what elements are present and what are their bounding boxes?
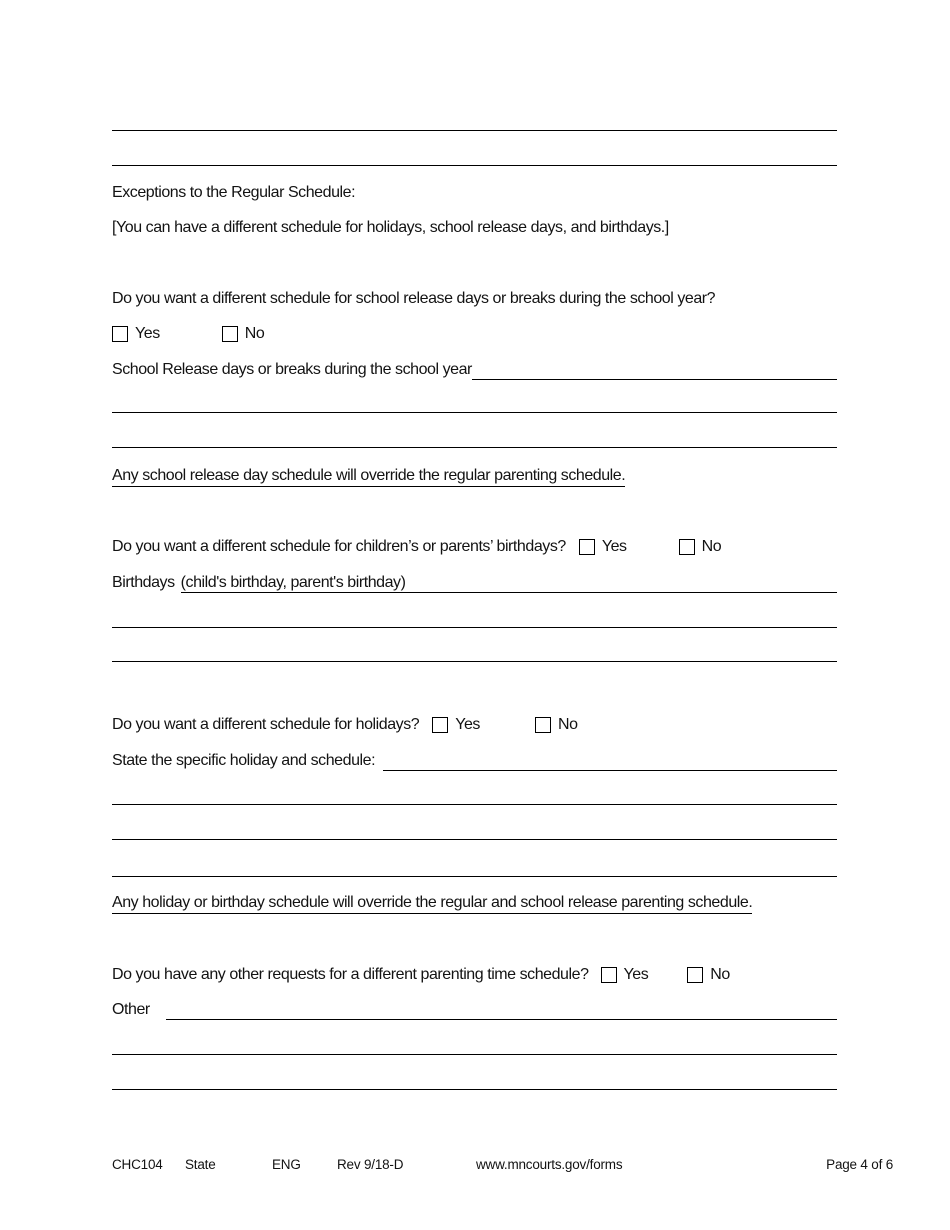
footer-form-id: CHC104 (112, 1157, 163, 1172)
holidays-question-row (112, 714, 837, 736)
other-extra-line-1[interactable] (112, 1054, 837, 1055)
school-release-yes-label: Yes (135, 325, 160, 342)
holidays-no-checkbox[interactable] (535, 717, 551, 733)
other-no-checkbox[interactable] (687, 967, 703, 983)
birthdays-no-label: No (701, 538, 722, 555)
other-yes-checkbox[interactable] (601, 967, 617, 983)
holidays-extra-line-3[interactable] (112, 876, 837, 877)
birthdays-yes-label: Yes (601, 538, 627, 555)
holidays-yes-checkbox[interactable] (432, 717, 448, 733)
school-release-input-line[interactable] (472, 359, 837, 380)
school-release-override-note-wrap (112, 465, 837, 487)
holidays-extra-line-2[interactable] (112, 839, 837, 840)
footer-website: www.mncourts.gov/forms (476, 1157, 623, 1172)
holidays-yes-label: Yes (455, 716, 480, 733)
birthdays-no-checkbox[interactable] (679, 539, 695, 555)
school-release-override-note: Any school release day schedule will override the regular parenting schedule. (112, 465, 625, 487)
other-question-row (112, 964, 837, 986)
write-in-line-top-1[interactable] (112, 130, 837, 131)
footer-page-number: Page 4 of 6 (826, 1157, 893, 1172)
school-release-no-checkbox[interactable] (222, 326, 238, 342)
other-extra-line-2[interactable] (112, 1089, 837, 1090)
other-field-row (112, 999, 837, 1021)
birthdays-field-label: Birthdays (112, 574, 175, 591)
birthdays-field-row (112, 572, 837, 594)
footer-jurisdiction: State (185, 1157, 216, 1172)
school-release-field-row (112, 359, 837, 381)
intro-note: [You can have a different schedule for holidays, school release days, and birthdays.] (112, 219, 669, 236)
school-release-no-label: No (244, 325, 265, 342)
birthdays-extra-line-1[interactable] (112, 627, 837, 628)
footer-revision: Rev 9/18-D (337, 1157, 404, 1172)
holidays-no-label: No (557, 716, 578, 733)
other-input-line[interactable] (166, 999, 837, 1020)
school-release-extra-line-2[interactable] (112, 447, 837, 448)
holidays-override-note: Any holiday or birthday schedule will override the regular and school release parenting schedule. (112, 892, 752, 914)
school-release-extra-line-1[interactable] (112, 412, 837, 413)
section-heading: Exceptions to the Regular Schedule: (112, 184, 356, 201)
school-release-field-label: School Release days or breaks during the school year (112, 361, 472, 378)
other-no-label: No (710, 966, 730, 983)
holidays-field-label: State the specific holiday and schedule: (112, 752, 376, 769)
other-yes-label: Yes (623, 966, 649, 983)
write-in-line-top-2[interactable] (112, 165, 837, 166)
birthdays-question-row (112, 536, 837, 558)
birthdays-field-hint: (child's birthday, parent's birthday) (180, 574, 406, 591)
school-release-question: Do you want a different schedule for school release days or breaks during the school year? (112, 290, 716, 307)
holidays-question: Do you want a different schedule for holidays? (112, 716, 420, 733)
birthdays-extra-line-2[interactable] (112, 661, 837, 662)
holidays-field-row (112, 750, 837, 772)
holidays-extra-line-1[interactable] (112, 804, 837, 805)
birthdays-yes-checkbox[interactable] (579, 539, 595, 555)
footer-language: ENG (272, 1157, 301, 1172)
birthdays-input-line[interactable] (181, 572, 837, 593)
school-release-yes-checkbox[interactable] (112, 326, 128, 342)
holidays-override-note-wrap (112, 892, 837, 914)
birthdays-question: Do you want a different schedule for children’s or parents’ birthdays? (112, 538, 566, 555)
school-release-answer-row (112, 323, 837, 345)
holidays-input-line[interactable] (383, 750, 837, 771)
other-field-label: Other (112, 1001, 150, 1018)
other-question: Do you have any other requests for a different parenting time schedule? (112, 966, 589, 983)
